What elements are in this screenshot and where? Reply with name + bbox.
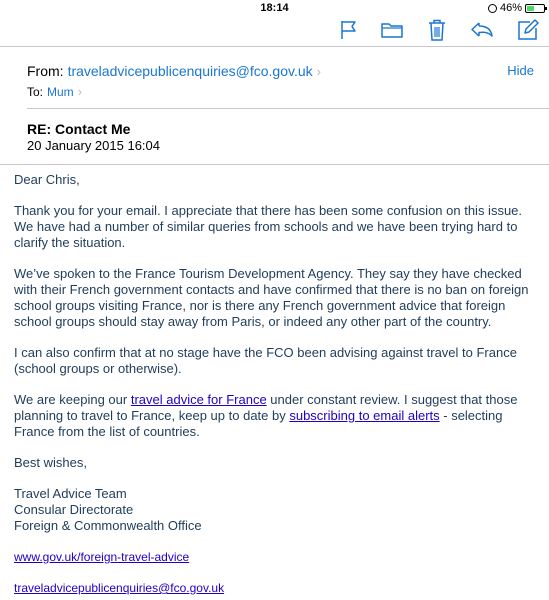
travel-advice-link[interactable]: travel advice for France [130, 392, 267, 407]
trash-icon [428, 19, 446, 41]
chevron-right-icon: › [316, 63, 321, 79]
hide-button[interactable]: Hide [507, 63, 534, 78]
battery-fill [527, 6, 534, 11]
folder-button[interactable] [378, 16, 406, 44]
status-time: 18:14 [260, 2, 289, 14]
to-recipient[interactable]: Mum [47, 84, 74, 99]
compose-button[interactable] [514, 16, 542, 44]
gov-website-link[interactable]: www.gov.uk/foreign-travel-advice [14, 550, 190, 564]
signature-line: Consular Directorate [14, 502, 134, 517]
from-address[interactable]: traveladvicepublicenquiries@fco.gov.uk [67, 63, 313, 79]
message-body [14, 172, 542, 596]
status-bar [0, 0, 549, 16]
message-header [0, 47, 549, 165]
folder-icon [381, 21, 403, 39]
flag-button[interactable] [335, 16, 363, 44]
signature-line: Foreign & Commonwealth Office [14, 518, 202, 533]
date: 20 January 2015 16:04 [27, 138, 160, 153]
flag-icon [340, 20, 358, 40]
paragraph: We’ve spoken to the France Tourism Development Agency. They say they have checked with their French government contacts and have confirmed that there is no ban on foreign school groups visiting France, nor is there any French government advice that foreign school groups should stay away from Paris, or indeed any other part of the country. [14, 266, 529, 329]
reply-button[interactable] [468, 16, 496, 44]
to-label: To: [27, 84, 44, 99]
from-row [27, 63, 321, 79]
paragraph: I can also confirm that at no stage have the FCO been advising against travel to France (school groups or otherwise). [14, 345, 517, 376]
greeting: Dear Chris, [14, 172, 80, 187]
signature [14, 486, 542, 534]
from-label: From: [27, 63, 64, 79]
email-alerts-link[interactable]: subscribing to email alerts [289, 408, 440, 423]
header-divider [27, 108, 549, 109]
battery-icon [525, 4, 545, 13]
toolbar [0, 16, 549, 46]
header-divider [0, 164, 549, 165]
reply-icon [470, 21, 494, 39]
battery-percent: 46% [499, 2, 522, 14]
trash-button[interactable] [423, 16, 451, 44]
subject: RE: Contact Me [27, 121, 131, 137]
signature-line: Travel Advice Team [14, 486, 127, 501]
paragraph: We are keeping our travel advice for France under constant review. I suggest that those planning to travel to France, keep up to date by subscribing to email alerts - selecting France from the list of countries. [14, 392, 518, 439]
chevron-right-icon: › [77, 84, 83, 99]
status-right [488, 2, 545, 14]
alarm-icon [488, 4, 497, 13]
email-address-link[interactable]: traveladvicepublicenquiries@fco.gov.uk [14, 581, 225, 595]
signoff: Best wishes, [14, 455, 87, 470]
to-row [27, 84, 82, 99]
paragraph: Thank you for your email. I appreciate that there has been some confusion on this issue. We have had a number of similar queries from schools and we have been trying hard to clarify the situation. [14, 203, 523, 250]
compose-icon [517, 19, 539, 41]
